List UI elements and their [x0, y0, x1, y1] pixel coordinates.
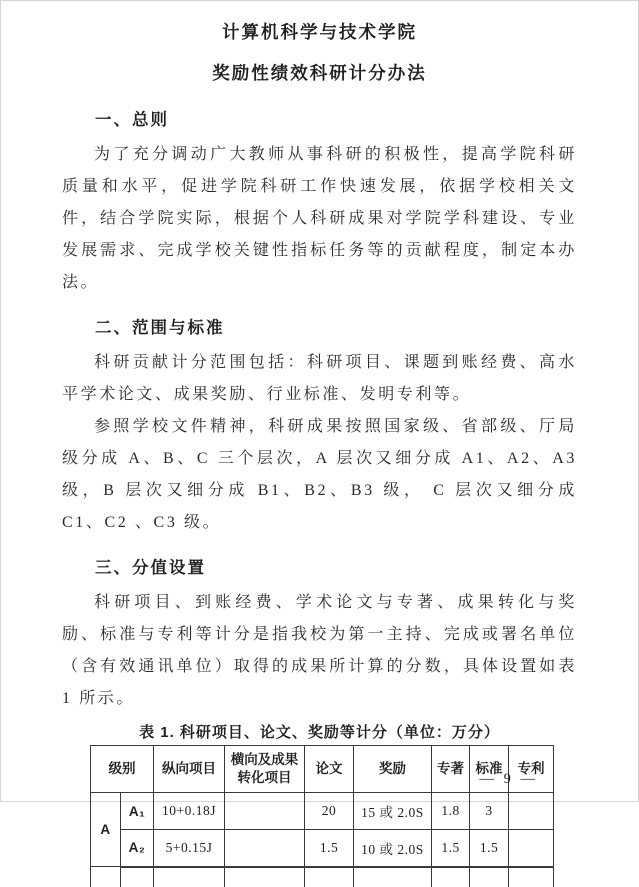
cell-level: A₂ [121, 830, 154, 867]
column-header-standard: 标准 [470, 746, 509, 793]
column-header-horizontal-project: 横向及成果转化项目 [225, 746, 305, 793]
cell-standard: 3 [470, 793, 509, 830]
section-heading-1: 一、总则 [95, 111, 169, 129]
section-general-principles [62, 104, 577, 299]
cell-standard: 1.5 [470, 830, 509, 867]
column-header-award: 奖励 [354, 746, 432, 793]
cell-empty [432, 867, 470, 887]
cell-empty [470, 867, 509, 887]
table-row-cutoff [91, 867, 554, 887]
cell-award: 10 或 2.0S [354, 830, 432, 867]
section-heading-3: 三、分值设置 [95, 559, 206, 577]
column-header-monograph: 专著 [432, 746, 470, 793]
cell-level-group: A [91, 793, 121, 867]
paragraph: 科研贡献计分范围包括：科研项目、课题到账经费、高水平学术论文、成果奖励、行业标准、发明专利等。 [62, 354, 577, 403]
paragraph: 科研项目、到账经费、学术论文与专著、成果转化与奖励、标准与专利等计分是指我校为第一主持、完成或署名单位（含有效通讯单位）取得的成果所计算的分数，具体设置如表 1 所示。 [62, 594, 577, 707]
cell-empty [354, 867, 432, 887]
document-body [1, 104, 638, 715]
cell-empty [305, 867, 354, 887]
score-table-container [90, 745, 555, 872]
document-title-line1: 计算机科学与技术学院 [222, 22, 417, 42]
cell-paper: 20 [305, 793, 354, 830]
paragraph: 参照学校文件精神，科研成果按照国家级、省部级、厅局级分成 A、B、C 三个层次，A 层次又细分成 A1、A2、A3 级，B 层次又细分成 B1、B2、B3 级， C 层次又细分成 C1、C2 、C3 级。 [62, 418, 577, 531]
table-row [91, 830, 554, 867]
cell-horizontal-project [225, 793, 305, 830]
cell-level: A₁ [121, 793, 154, 830]
cell-monograph: 1.8 [432, 793, 470, 830]
table-caption: 表 1. 科研项目、论文、奖励等计分（单位：万分） [139, 724, 500, 741]
cell-vertical-project: 5+0.15J [154, 830, 225, 867]
section-heading-2: 二、范围与标准 [95, 319, 225, 337]
column-header-patent: 专利 [509, 746, 554, 793]
cell-paper: 1.5 [305, 830, 354, 867]
cell-empty [225, 867, 305, 887]
cell-empty [121, 867, 154, 887]
cell-empty [509, 867, 554, 887]
document-title-line2: 奖励性绩效科研计分办法 [212, 63, 427, 83]
cell-monograph: 1.5 [432, 830, 470, 867]
cell-award: 15 或 2.0S [354, 793, 432, 830]
section-scope-standards [62, 312, 577, 539]
cell-patent [509, 830, 554, 867]
section-score-settings [62, 552, 577, 715]
score-table [90, 745, 554, 887]
cell-horizontal-project [225, 830, 305, 867]
paragraph: 为了充分调动广大教师从事科研的积极性，提高学院科研质量和水平，促进学院科研工作快速发展，依据学校相关文件，结合学院实际，根据个人科研成果对学院学科建设、专业发展需求、完成学校关键性指标任务等的贡献程度，制定本办法。 [62, 146, 577, 291]
cell-empty [154, 867, 225, 887]
column-header-paper: 论文 [305, 746, 354, 793]
cell-empty [91, 867, 121, 887]
cell-vertical-project: 10+0.18J [154, 793, 225, 830]
page-number: — 9 — [479, 771, 538, 787]
cell-patent [509, 793, 554, 830]
column-header-level: 级别 [91, 746, 154, 793]
table-row [91, 793, 554, 830]
column-header-vertical-project: 纵向项目 [154, 746, 225, 793]
